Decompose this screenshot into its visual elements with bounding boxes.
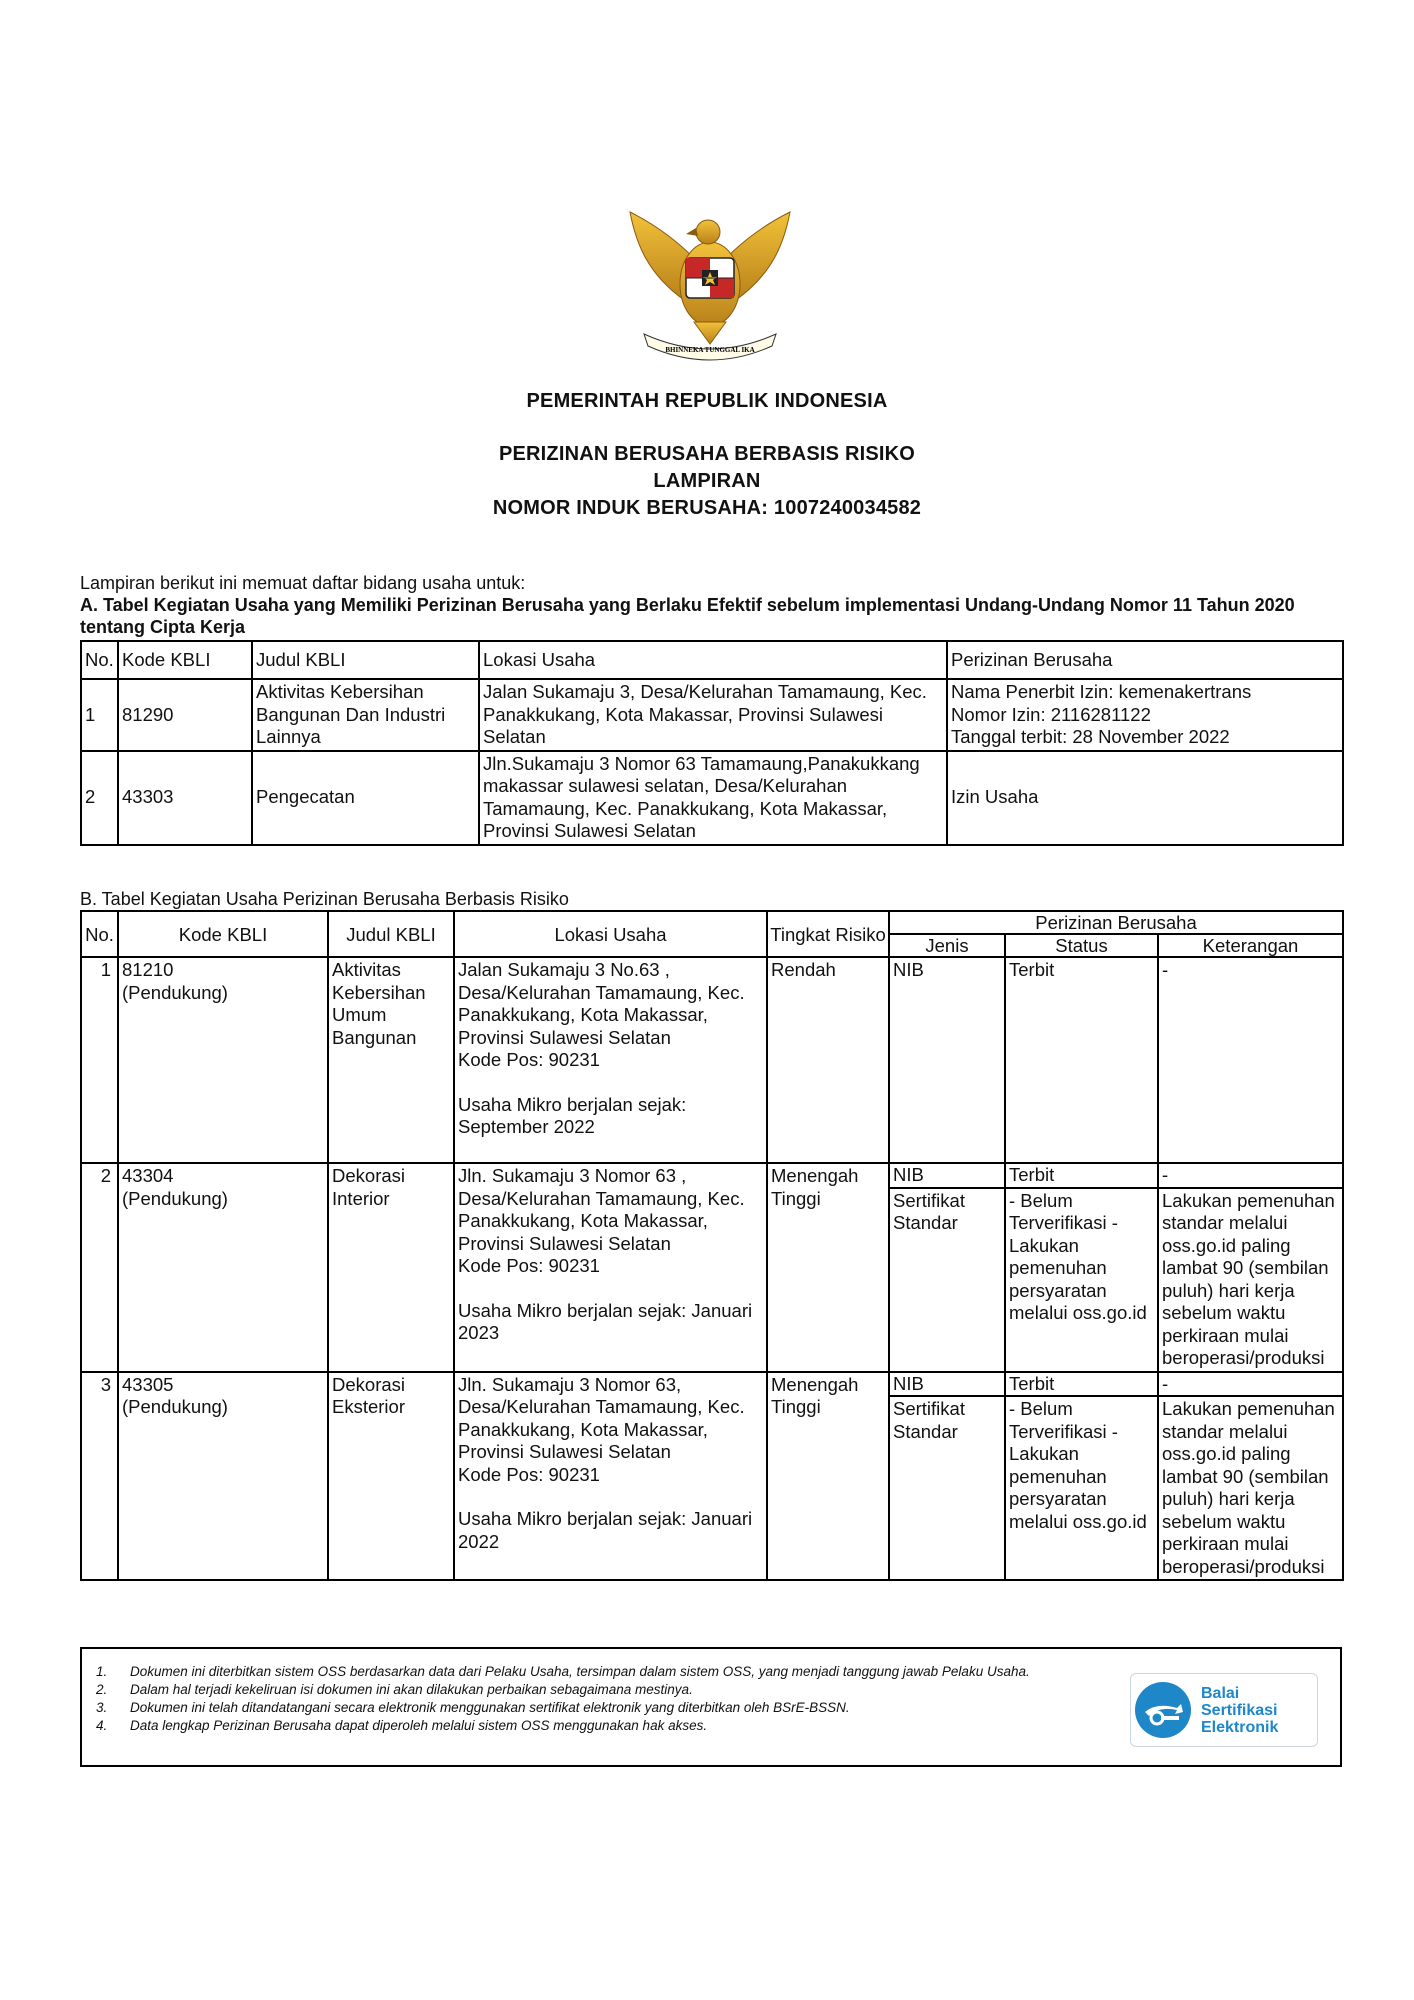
table-row: [81, 679, 1343, 751]
table-a-header: Perizinan Berusaha: [947, 641, 1343, 679]
header-jenis: Jenis: [889, 934, 1005, 957]
list-item: [96, 1717, 1096, 1735]
kode-pos: Kode Pos: 90231: [458, 1463, 600, 1485]
section-b-title: B. Tabel Kegiatan Usaha Perizinan Berusaha Berbasis Risiko: [80, 889, 569, 909]
government-title: PEMERINTAH REPUBLIK INDONESIA: [526, 390, 888, 412]
note-number: 4.: [96, 1718, 108, 1733]
table-b: [80, 910, 1344, 1581]
cell-no: 2: [81, 1163, 118, 1372]
table-row: [81, 751, 1343, 845]
cell-status: Terbit: [1005, 957, 1158, 1163]
cell-lokasi: [454, 957, 767, 1163]
cell-no: 1: [81, 957, 118, 1163]
kode-value: 43304: [122, 1165, 174, 1186]
cell-no: 1: [81, 679, 118, 751]
table-a-header: No.: [81, 641, 118, 679]
cell-kode: [118, 1163, 328, 1372]
bsre-line3: Elektronik: [1201, 1718, 1279, 1736]
cell-kode: [118, 1372, 328, 1581]
kode-sub: (Pendukung): [122, 981, 228, 1003]
emblem-motto: BHINNEKA TUNGGAL IKA: [665, 346, 755, 354]
intro-block: [80, 572, 1350, 638]
note-number: 1.: [96, 1664, 108, 1679]
bsre-text: [1201, 1685, 1278, 1736]
cell-perizinan: [947, 679, 1343, 751]
nib-number: NOMOR INDUK BERUSAHA: 1007240034582: [492, 497, 922, 519]
kode-value: 81210: [122, 959, 174, 980]
header-judul: Judul KBLI: [328, 911, 454, 957]
list-item: [96, 1699, 1096, 1717]
footer-notes: [80, 1647, 1342, 1767]
table-row: [81, 1163, 1343, 1188]
table-b-header-row: [81, 911, 1343, 934]
cell-status: Terbit: [1005, 1163, 1158, 1188]
bsre-logo: [1130, 1673, 1318, 1747]
lokasi-text: Jln. Sukamaju 3 Nomor 63 , Desa/Kelurahan Tamamaung, Kec. Panakkukang, Kota Makassar, Provinsi Sulawesi Selatan: [458, 1165, 745, 1254]
header-no: No.: [81, 911, 118, 957]
bsre-line2: Sertifikasi: [1201, 1701, 1278, 1719]
cell-status: Terbit: [1005, 1372, 1158, 1397]
cell-perizinan: Izin Usaha: [947, 751, 1343, 845]
cell-lokasi: [454, 1372, 767, 1581]
header-risiko: Tingkat Risiko: [767, 911, 889, 957]
cell-keterangan: Lakukan pemenuhan standar melalui oss.go.id paling lambat 90 (sembilan puluh) hari kerja sebelum waktu perkiraan mulai beroperasi/produksi: [1158, 1188, 1343, 1372]
usaha-sejak: Usaha Mikro berjalan sejak: September 2022: [458, 1093, 687, 1137]
kode-pos: Kode Pos: 90231: [458, 1255, 600, 1276]
bsre-line1: Balai: [1201, 1684, 1240, 1702]
cell-lokasi: Jalan Sukamaju 3, Desa/Kelurahan Tamamaung, Kec. Panakkukang, Kota Makassar, Provinsi Sulawesi Selatan: [479, 679, 947, 751]
header-lokasi: Lokasi Usaha: [454, 911, 767, 957]
garuda-emblem-icon: [624, 204, 796, 364]
cell-judul: Aktivitas Kebersihan Bangunan Dan Industri Lainnya: [252, 679, 479, 751]
table-row: [81, 1372, 1343, 1397]
usaha-sejak: Usaha Mikro berjalan sejak: Januari 2023: [458, 1299, 753, 1343]
note-text: Dokumen ini diterbitkan sistem OSS berdasarkan data dari Pelaku Usaha, tersimpan dalam sistem OSS, yang menjadi tanggung jawab Pelaku Usaha.: [130, 1664, 1030, 1679]
table-row: [81, 957, 1343, 1163]
cell-no: 2: [81, 751, 118, 845]
list-item: [96, 1663, 1096, 1681]
list-item: [96, 1681, 1096, 1699]
table-a-header: Lokasi Usaha: [479, 641, 947, 679]
cell-jenis: NIB: [889, 1372, 1005, 1397]
bsre-seal-icon: [1131, 1678, 1195, 1742]
tanggal-terbit: Tanggal terbit: 28 November 2022: [951, 726, 1230, 747]
cell-lokasi: [454, 1163, 767, 1372]
cell-judul: Dekorasi Eksterior: [328, 1372, 454, 1581]
cell-kode: 81290: [118, 679, 252, 751]
penerbit-izin: Nama Penerbit Izin: kemenakertrans: [951, 681, 1252, 702]
document-subtitle: LAMPIRAN: [653, 470, 761, 492]
lokasi-text: Jln. Sukamaju 3 Nomor 63, Desa/Kelurahan Tamamaung, Kec. Panakkukang, Kota Makassar, Provinsi Sulawesi Selatan: [458, 1373, 745, 1462]
cell-judul: Pengecatan: [252, 751, 479, 845]
note-number: 3.: [96, 1700, 108, 1715]
header-keterangan: Keterangan: [1158, 934, 1343, 957]
cell-judul: Aktivitas Kebersihan Umum Bangunan: [328, 957, 454, 1163]
note-text: Dalam hal terjadi kekeliruan isi dokumen ini akan dilakukan perbaikan sebagaimana mestinya.: [130, 1682, 693, 1697]
kode-pos: Kode Pos: 90231: [458, 1049, 600, 1070]
cell-no: 3: [81, 1372, 118, 1581]
cell-status: - Belum Terverifikasi - Lakukan pemenuhan persyaratan melalui oss.go.id: [1005, 1396, 1158, 1580]
table-a-header: Kode KBLI: [118, 641, 252, 679]
cell-judul: Dekorasi Interior: [328, 1163, 454, 1372]
cell-keterangan: Lakukan pemenuhan standar melalui oss.go.id paling lambat 90 (sembilan puluh) hari kerja sebelum waktu perkiraan mulai beroperasi/produksi: [1158, 1396, 1343, 1580]
table-a-header: Judul KBLI: [252, 641, 479, 679]
cell-kode: [118, 957, 328, 1163]
cell-keterangan: -: [1158, 1163, 1343, 1188]
table-a-header-row: [81, 641, 1343, 679]
kode-sub: (Pendukung): [122, 1396, 228, 1417]
usaha-sejak: Usaha Mikro berjalan sejak: Januari 2022: [458, 1508, 753, 1552]
cell-jenis: NIB: [889, 957, 1005, 1163]
cell-jenis: Sertifikat Standar: [889, 1188, 1005, 1372]
cell-status: - Belum Terverifikasi - Lakukan pemenuhan persyaratan melalui oss.go.id: [1005, 1188, 1158, 1372]
note-text: Dokumen ini telah ditandatangani secara elektronik menggunakan sertifikat elektronik yang diterbitkan oleh BSrE-BSSN.: [130, 1700, 850, 1715]
cell-kode: 43303: [118, 751, 252, 845]
cell-jenis: NIB: [889, 1163, 1005, 1188]
header-perizinan: Perizinan Berusaha: [889, 911, 1343, 934]
section-a-title: A. Tabel Kegiatan Usaha yang Memiliki Perizinan Berusaha yang Berlaku Efektif sebelum implementasi Undang-Undang Nomor 11 Tahun 2020 tentang Cipta Kerja: [80, 595, 1295, 637]
cell-risiko: Menengah Tinggi: [767, 1163, 889, 1372]
cell-jenis: Sertifikat Standar: [889, 1396, 1005, 1580]
notes-list: [96, 1663, 1096, 1735]
table-a: [80, 640, 1344, 846]
intro-text: Lampiran berikut ini memuat daftar bidang usaha untuk:: [80, 573, 526, 593]
cell-keterangan: -: [1158, 957, 1343, 1163]
header-kode: Kode KBLI: [118, 911, 328, 957]
nomor-izin: Nomor Izin: 2116281122: [951, 703, 1151, 725]
cell-keterangan: -: [1158, 1372, 1343, 1397]
lokasi-text: Jalan Sukamaju 3 No.63 , Desa/Kelurahan Tamamaung, Kec. Panakkukang, Kota Makassar, Provinsi Sulawesi Selatan: [458, 959, 745, 1048]
document-title: PERIZINAN BERUSAHA BERBASIS RISIKO: [498, 443, 916, 465]
note-number: 2.: [96, 1682, 108, 1697]
cell-lokasi: Jln.Sukamaju 3 Nomor 63 Tamamaung,Panakukkang makassar sulawesi selatan, Desa/Kelurahan Tamamaung, Kec. Panakkukang, Kota Makassar, Provinsi Sulawesi Selatan: [479, 751, 947, 845]
kode-value: 43305: [122, 1373, 174, 1395]
cell-risiko: Menengah Tinggi: [767, 1372, 889, 1581]
note-text: Data lengkap Perizinan Berusaha dapat diperoleh melalui sistem OSS menggunakan hak akses.: [130, 1718, 708, 1733]
cell-risiko: Rendah: [767, 957, 889, 1163]
kode-sub: (Pendukung): [122, 1187, 228, 1209]
header-status: Status: [1005, 934, 1158, 957]
